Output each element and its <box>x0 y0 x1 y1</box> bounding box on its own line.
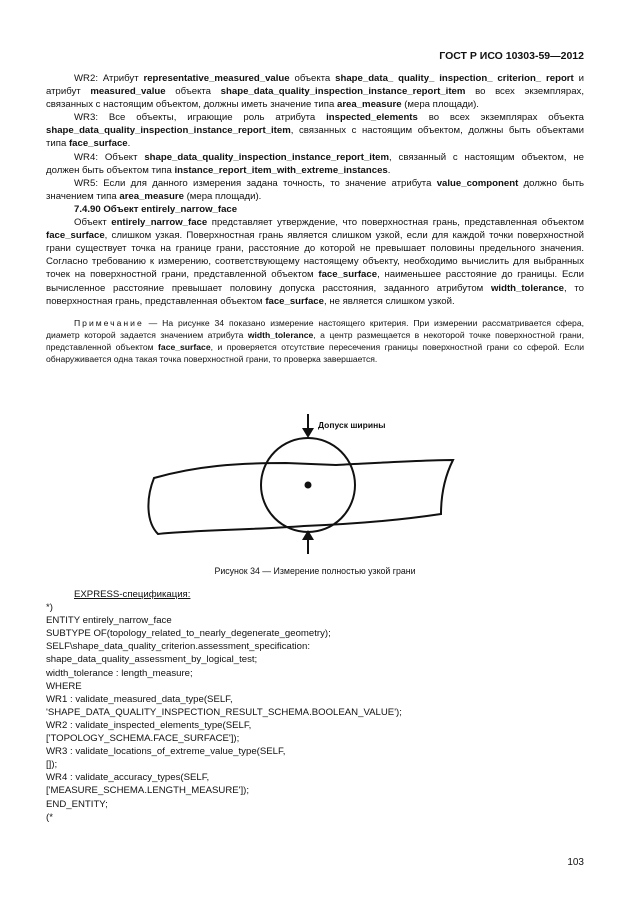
paragraph <box>46 111 584 150</box>
code-line: WR3 : validate_locations_of_extreme_value_type(SELF, <box>46 746 286 758</box>
paragraph <box>46 151 584 177</box>
code-line: ['MEASURE_SCHEMA.LENGTH_MEASURE']); <box>46 785 250 797</box>
text-run: instance_report_item_with_extreme_instances <box>174 164 388 176</box>
text-run: WR5: Если для данного измерения задана точность, то значение атрибута <box>74 177 437 189</box>
text-run: face_surface <box>68 138 128 150</box>
paragraph <box>46 216 584 308</box>
text-run: shape_data_quality_inspection_instance_report_item <box>220 86 466 98</box>
text-run: , то поверхностная грань, представленная объектом <box>46 282 585 307</box>
text-run: area_measure <box>336 99 402 111</box>
body-text <box>46 72 584 366</box>
code-line: width_tolerance : length_measure; <box>46 667 193 679</box>
text-run: Объект <box>74 217 112 229</box>
text-run: — На рисунке 34 показано измерение настоящего критерия. При измерении рассматривается сфера, диаметр которой задается значением атрибута <box>46 317 584 340</box>
text-run: face_surface <box>46 230 105 242</box>
paragraph <box>46 203 584 216</box>
text-run: во всех экземплярах объекта <box>417 112 584 124</box>
paragraph <box>46 317 584 366</box>
code-line: ENTITY entirely_narrow_face <box>46 615 172 627</box>
text-run: , не является слишком узкой. <box>323 295 455 307</box>
code-line: 'SHAPE_DATA_QUALITY_INSPECTION_RESULT_SCHEMA.BOOLEAN_VALUE'); <box>46 706 402 718</box>
express-specification <box>46 588 586 824</box>
text-run: value_component <box>436 177 519 189</box>
text-run: (мера площади). <box>183 190 262 202</box>
code-line: WR4 : validate_accuracy_types(SELF, <box>46 772 210 784</box>
figure-label: Допуск ширины <box>318 420 386 430</box>
code-line: shape_data_quality_assessment_by_logical_test; <box>46 654 258 666</box>
express-heading: EXPRESS-спецификация: <box>74 589 191 600</box>
text-run: , а центр размещается в некоторой точке поверхностной грани, представленной объектом <box>46 329 584 353</box>
text-run: WR3: Все объекты, играющие роль атрибута <box>74 112 327 124</box>
text-run: (мера площади). <box>401 99 479 111</box>
sphere-center-point <box>305 482 312 489</box>
text-run: , связанных с настоящим объектом, должны быть объектами типа <box>46 125 584 150</box>
text-run: объекта <box>165 86 221 98</box>
text-run: , слишком узкая. Поверхностная грань является слишком узкой, если для каждой точки поверхностной грани существует точка на границе грани, расстояние до которой не превышает половины предельного значения. Согласно требованию к измерению, соответствующему настоящему объекту, необходимо вычислить для выбранных точек на поверхностной грани, представленной объектом <box>46 230 584 281</box>
code-line: WR2 : validate_inspected_elements_type(SELF, <box>46 719 252 731</box>
code-line: END_ENTITY; <box>46 798 108 810</box>
text-run: measured_value <box>90 86 166 98</box>
text-run: 7.4.90 Объект entirely_narrow_face <box>74 203 238 215</box>
paragraph <box>46 72 584 111</box>
narrow-face-outline <box>148 460 453 534</box>
text-run: , связанный с настоящим объектом, не должен быть объектом типа <box>46 151 584 176</box>
code-line: ['TOPOLOGY_SCHEMA.FACE_SURFACE']); <box>46 733 240 745</box>
text-run: width_tolerance <box>490 282 565 294</box>
text-run: WR2: Атрибут <box>74 73 144 84</box>
text-run: entirely_narrow_face <box>111 217 208 229</box>
text-run: WR4: Объект <box>74 151 145 163</box>
text-run: . <box>387 164 391 176</box>
text-run: , и проверяется отсутствие пересечения границы поверхностной грани со сферой. Если обнаруживается одна такая точка поверхностной грани, то проверка завершается. <box>46 342 584 365</box>
text-run: shape_data_quality_inspection_instance_report_item <box>46 125 291 137</box>
code-line: []); <box>46 759 58 771</box>
text-run: , наименьшее расстояние до границы. Если вычисленное расстояние превышает половину допуска расстояния, заданного атрибутом <box>46 269 584 294</box>
text-run: face_surface <box>265 295 324 307</box>
text-run: face_surface <box>318 269 378 281</box>
text-run: должно быть значением типа <box>46 177 584 202</box>
text-run: representative_measured_value <box>143 73 290 84</box>
code-line: (* <box>46 811 53 823</box>
figure-caption: Рисунок 34 — Измерение полностью узкой грани <box>214 566 416 576</box>
text-run: width_tolerance <box>247 329 314 340</box>
text-run: и атрибут <box>46 73 584 98</box>
text-run: face_surface <box>158 342 211 353</box>
code-line: *) <box>46 602 53 614</box>
figure-34 <box>46 408 584 558</box>
text-run: Примечание <box>74 317 144 328</box>
page-header: ГОСТ Р ИСО 10303-59—2012 <box>439 50 584 62</box>
code-line: WR1 : validate_measured_data_type(SELF, <box>46 693 233 705</box>
text-run: представляет утверждение, что поверхностная грань, представленная объектом <box>207 217 584 229</box>
top-arrow-head <box>302 428 314 438</box>
code-line: SUBTYPE OF(topology_related_to_nearly_degenerate_geometry); <box>46 628 331 640</box>
text-run: inspected_elements <box>326 112 418 124</box>
text-run: shape_data_quality_inspection_instance_report_item <box>144 151 390 163</box>
text-run: area_measure <box>119 190 184 202</box>
code-line: SELF\shape_data_quality_criterion.assessment_specification: <box>46 641 310 653</box>
code-line: WHERE <box>46 680 82 692</box>
text-run: shape_data_ quality_ inspection_ criterion_ report <box>335 73 574 84</box>
text-run: объекта <box>289 73 336 84</box>
text-run: во всех экземплярах, связанных с настоящим объектом, должны иметь значение типа <box>46 86 584 111</box>
page-number: 103 <box>567 857 584 868</box>
text-run: . <box>127 138 131 150</box>
paragraph <box>46 177 584 203</box>
